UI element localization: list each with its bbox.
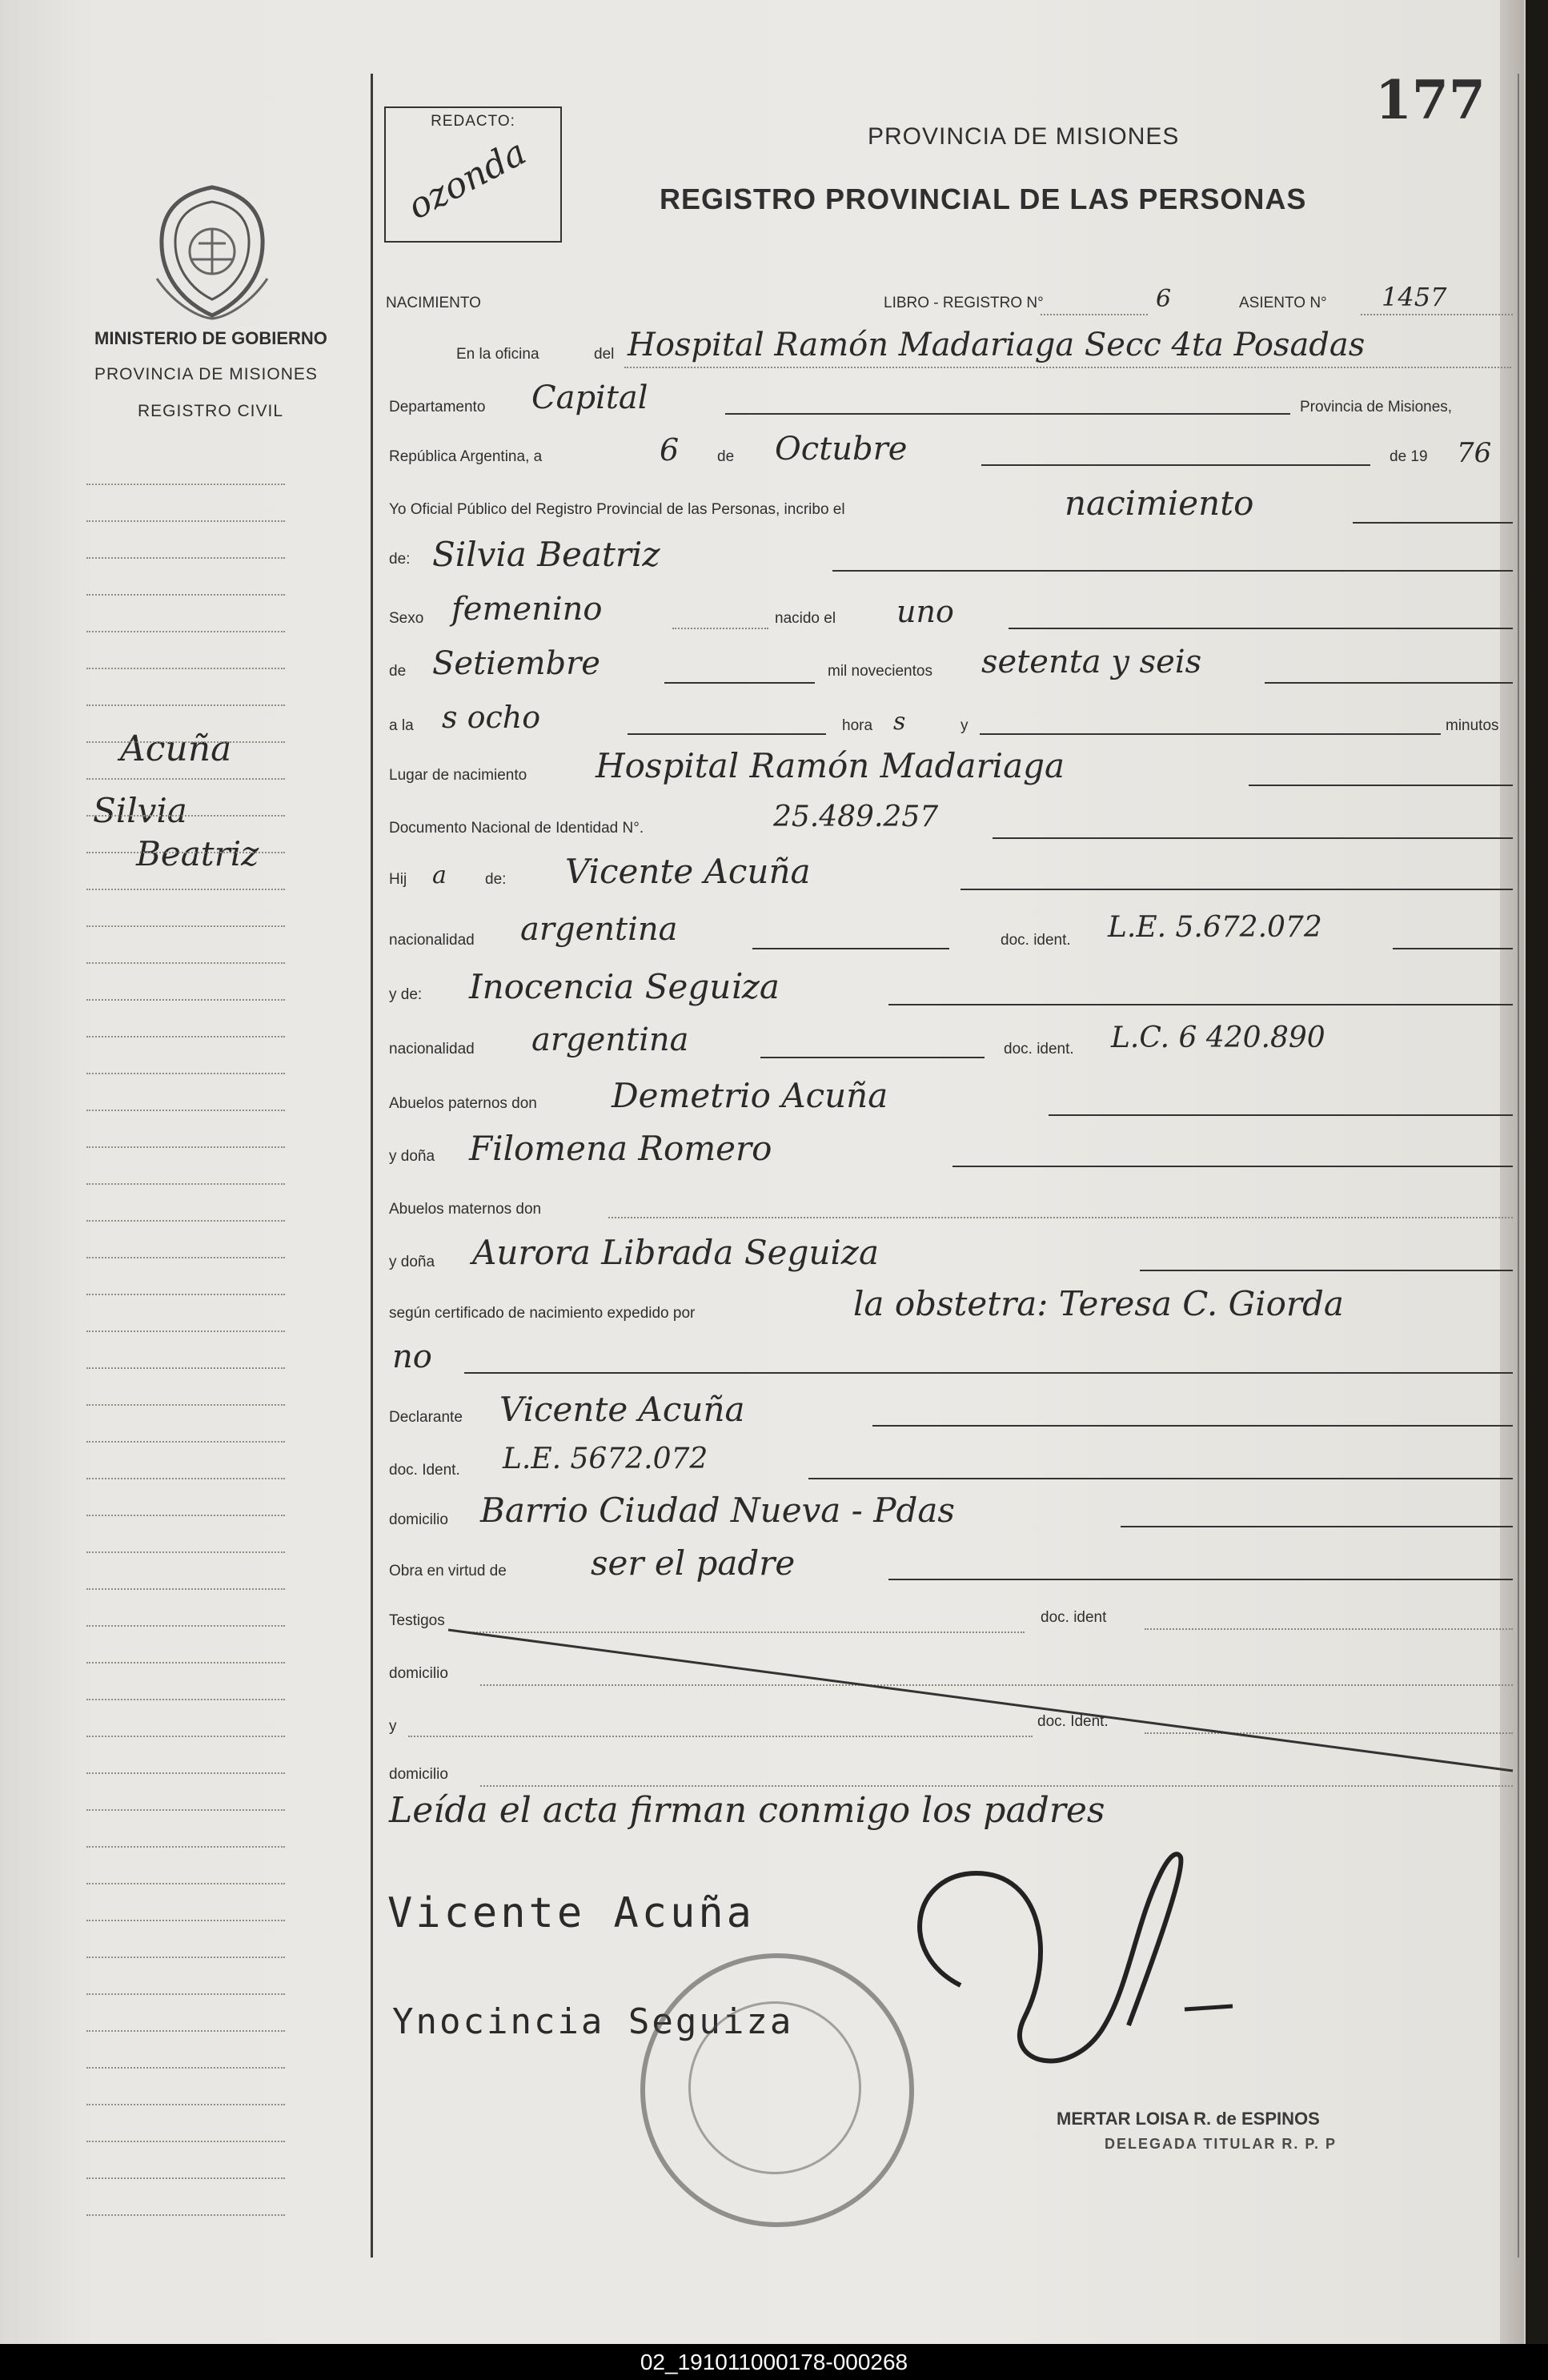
hijo-suffix: a [432,861,447,889]
obra-value: ser el padre [591,1543,796,1583]
y-dona-2-label: y doña [389,1254,435,1270]
ministry-registro: REGISTRO CIVIL [138,402,284,420]
dni-value: 25.489.257 [773,801,939,833]
abuelos-maternos-label: Abuelos maternos don [389,1201,542,1218]
novecientos-value: setenta y seis [981,644,1202,680]
domicilio-label: domicilio [389,1511,448,1528]
officer-stamp-title: DELEGADA TITULAR R. P. P [1105,2136,1337,2152]
de-label: de [717,448,735,465]
madre-value: Inocencia Segui̇za [469,967,780,1006]
nacionalidad-padre-value: argentina [520,911,678,948]
certificado-cont: no [392,1338,432,1375]
oficial-value: nacimiento [1065,484,1254,523]
redacto-label: REDACTO: [431,113,515,130]
nombre-value: Silvia Beatriz [432,535,660,574]
a-la-label: a la [389,717,414,734]
signature-madre: Ynocincia Seguiza [392,2001,794,2042]
docident-madre-label: doc. ident. [1004,1041,1074,1058]
officer-signature [864,1825,1249,2089]
nac-mes-value: Setiembre [432,645,600,682]
page-edge [1500,0,1524,2344]
de-mes-label: de [389,663,407,680]
margin-note-surname: Acuña [120,728,232,769]
y-de-label: y de: [389,986,423,1003]
docident-testigo-2-label: doc. Ident. [1037,1713,1109,1730]
ministry-province: PROVINCIA DE MISIONES [94,365,318,383]
oficina-label: En la oficina [456,346,539,363]
y-dona-1-value: Filomena Romero [469,1129,772,1168]
hora-suffix: s [893,708,906,736]
docident-madre-value: L.C. 6 420.890 [1111,1021,1325,1054]
certificado-label: según certificado de nacimiento expedido por [389,1305,696,1322]
docident-declarante-value: L.E. 5672.072 [503,1443,708,1475]
registry-title: REGISTRO PROVINCIAL DE LAS PERSONAS [660,183,1307,215]
departamento-label: Departamento [389,399,486,415]
asiento-label: ASIENTO N° [1239,295,1327,311]
y-testigo-2-label: y [389,1718,397,1735]
dni-label: Documento Nacional de Identidad N°. [389,820,644,837]
padre-value: Vicente Acuña [565,852,811,891]
officer-stamp-name: MERTAR LOISA R. de ESPINOS [1057,2109,1320,2129]
declarante-value: Vicente Acuña [499,1390,745,1429]
provincia-suffix: Provincia de Misiones, [1300,399,1453,415]
witness-strike-line [448,1617,1521,1777]
margin-note-middle: Beatriz [136,834,259,873]
image-caption: 02_191011000178-000268 [0,2344,1548,2380]
redacto-box [384,106,562,243]
departamento-value: Capital [531,379,648,416]
nacionalidad-madre-label: nacionalidad [389,1041,475,1058]
ministry-title: MINISTERIO DE GOBIERNO [94,328,327,348]
page-number: 177 [1375,69,1486,131]
anio-value: 76 [1457,437,1492,469]
y-label: y [960,717,969,734]
mes-value: Octubre [775,431,908,468]
province-title: PROVINCIA DE MISIONES [868,123,1180,150]
nacido-value: uno [896,594,954,629]
abuelos-paternos-label: Abuelos paternos don [389,1095,537,1112]
margin-rule [371,74,373,2258]
asiento-value: 1457 [1382,282,1447,312]
domicilio-testigo-1-label: domicilio [389,1665,448,1682]
docident-padre-label: doc. ident. [1001,932,1071,949]
docident-padre-value: L.E. 5.672.072 [1108,911,1322,944]
dia-value: 6 [660,432,680,468]
coat-of-arms-seal [149,183,275,320]
leida-text: Leída el acta firman conmigo los padres [389,1790,1105,1831]
domicilio-value: Barrio Ciudad Nueva - Pdas [480,1491,955,1530]
oficina-value: Hospital Ramón Madariaga Secc 4ta Posadas [628,327,1366,363]
official-round-stamp-inner [688,2001,861,2174]
domicilio-testigo-2-label: domicilio [389,1766,448,1783]
hijo-label: Hij [389,871,407,888]
novecientos-label: mil novecientos [828,663,932,680]
nacido-label: nacido el [775,610,836,627]
certificado-value: la obstetra: Teresa C. Giorda [853,1284,1344,1323]
oficial-label: Yo Oficial Público del Registro Provincial de las Personas, incribo el [389,501,845,518]
declarante-label: Declarante [389,1409,463,1426]
nacionalidad-padre-label: nacionalidad [389,932,475,949]
republica-label: República Argentina, a [389,448,543,465]
obra-label: Obra en virtud de [389,1563,507,1579]
lugar-label: Lugar de nacimiento [389,767,527,784]
y-dona-1-label: y doña [389,1148,435,1165]
hora-value: s ocho [442,700,541,735]
libro-label: LIBRO - REGISTRO N° [884,295,1044,311]
de-nombre-label: de: [389,551,411,568]
nacimiento-label: NACIMIENTO [386,295,481,311]
minutos-label: minutos [1446,717,1499,734]
margin-note-name: Silvia [93,791,187,830]
y-dona-2-value: Aurora Librada Seguiza [472,1233,879,1272]
docident-declarante-label: doc. Ident. [389,1462,460,1479]
oficina-del: del [594,346,615,363]
docident-testigo-1-label: doc. ident [1041,1609,1107,1626]
right-rule [1518,74,1519,2258]
sexo-value: femenino [451,591,603,628]
testigos-label: Testigos [389,1612,445,1629]
nacionalidad-madre-value: argentina [531,1021,689,1058]
libro-value: 6 [1156,285,1172,313]
anio-label: de 19 [1390,448,1428,465]
abuelos-paternos-value: Demetrio Acuña [612,1076,888,1115]
sexo-label: Sexo [389,610,424,627]
hijo-de-label: de: [485,871,507,888]
signature-padre: Vicente Acuña [387,1889,755,1937]
hora-label: hora [842,717,873,734]
redacto-signature: ozonda [401,131,533,228]
lugar-value: Hospital Ramón Madariaga [596,746,1065,785]
